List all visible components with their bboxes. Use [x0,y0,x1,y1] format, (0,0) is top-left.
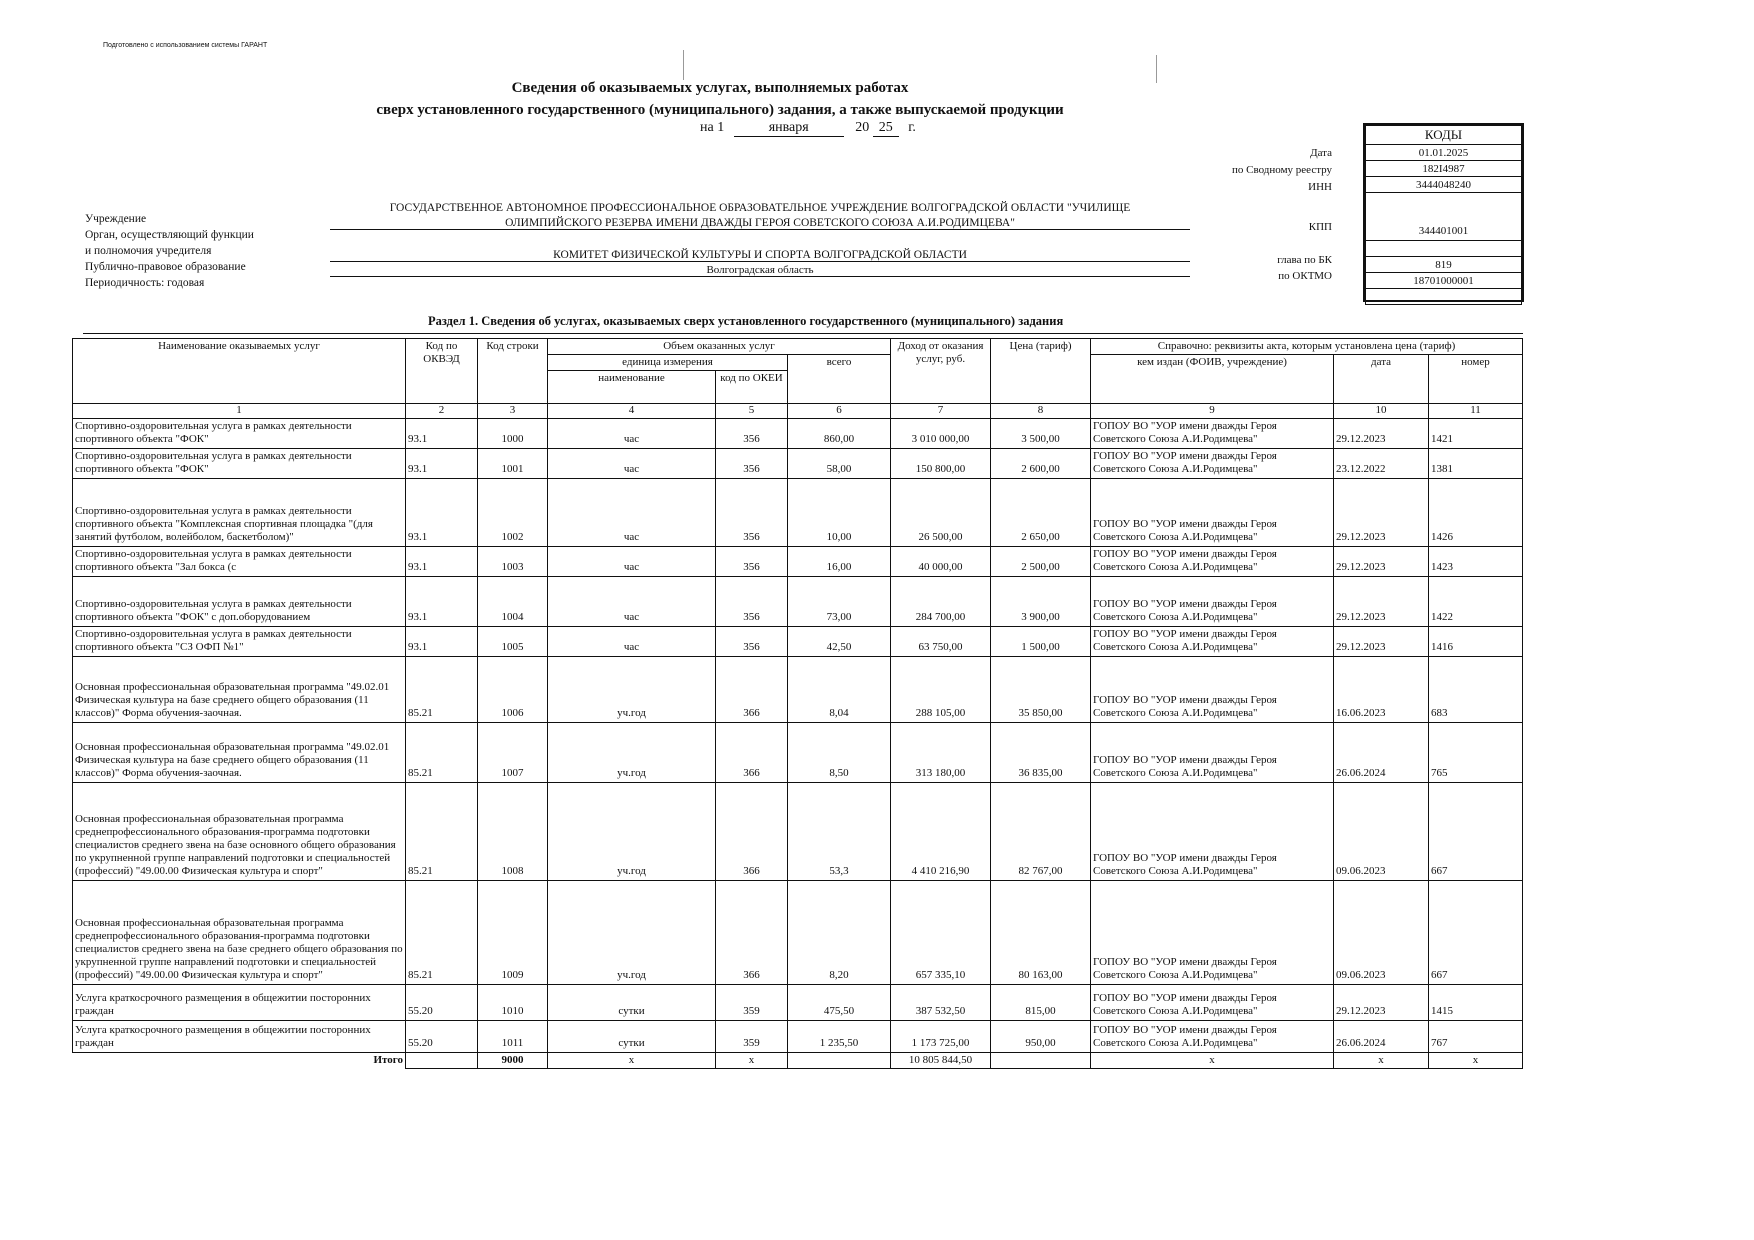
total-unit: x [548,1052,716,1068]
column-number: 7 [891,404,991,418]
cell-issuer: ГОПОУ ВО "УОР имени дважды Героя Советского Союза А.И.Родимцева" [1091,656,1334,722]
total-issuer: x [1091,1052,1334,1068]
cell-total: 8,20 [788,880,891,984]
table-row [73,418,1523,448]
cell-issuer: ГОПОУ ВО "УОР имени дважды Героя Советского Союза А.И.Родимцева" [1091,418,1334,448]
column-number: 5 [716,404,788,418]
report-month: января [734,120,844,137]
cell-income: 1 173 725,00 [891,1020,991,1052]
cell-total: 58,00 [788,448,891,478]
cell-number: 1416 [1429,626,1523,656]
cell-date: 29.12.2023 [1334,546,1429,576]
col-okved-header: Код по ОКВЭД [406,339,478,404]
total-number: x [1429,1052,1523,1068]
col-date-header: дата [1334,355,1429,404]
cell-code: 1006 [478,656,548,722]
cell-code: 1000 [478,418,548,448]
col-unit-header: единица измерения [548,355,788,371]
cell-total: 860,00 [788,418,891,448]
col-ref-header: Справочно: реквизиты акта, которым установлена цена (тариф) [1091,339,1523,355]
garant-note: Подготовлено с использованием системы ГАРАНТ [103,42,268,49]
cell-okved: 93.1 [406,448,478,478]
cell-total: 53,3 [788,782,891,880]
cell-code: 1008 [478,782,548,880]
doc-title-line2: сверх установленного государственного (муниципального) задания, а также выпускаемой продукции [376,102,1064,118]
table-row [73,722,1523,782]
cell-okved: 55.20 [406,1020,478,1052]
total-row [73,1052,1523,1068]
cell-code: 1002 [478,478,548,546]
cell-issuer: ГОПОУ ВО "УОР имени дважды Героя Советского Союза А.И.Родимцева" [1091,448,1334,478]
col-name-header: Наименование оказываемых услуг [73,339,406,404]
codes-header: КОДЫ [1366,126,1522,145]
column-number: 1 [73,404,406,418]
cell-price: 2 600,00 [991,448,1091,478]
table-row [73,626,1523,656]
cell-income: 284 700,00 [891,576,991,626]
total-okved-empty [406,1052,478,1068]
codes-label-bk: глава по БК [1277,254,1332,266]
column-number: 4 [548,404,716,418]
cell-number: 667 [1429,880,1523,984]
cell-date: 26.06.2024 [1334,1020,1429,1052]
cell-total: 8,04 [788,656,891,722]
cell-income: 26 500,00 [891,478,991,546]
cell-okei: 356 [716,546,788,576]
org-labels: Учреждение Орган, осуществляющий функции и полномочия учредителя Публично-правовое образование Периодичность: годовая [85,213,254,289]
col-issuer-header: кем издан (ФОИВ, учреждение) [1091,355,1334,404]
cell-issuer: ГОПОУ ВО "УОР имени дважды Героя Советского Союза А.И.Родимцева" [1091,722,1334,782]
col-okei-header: код по ОКЕИ [716,371,788,404]
cell-number: 1426 [1429,478,1523,546]
cell-number: 1422 [1429,576,1523,626]
col-income-header: Доход от оказания услуг, руб. [891,339,991,404]
code-bk: 819 [1366,257,1522,273]
cell-okei: 366 [716,880,788,984]
cell-okved: 55.20 [406,984,478,1020]
cell-number: 765 [1429,722,1523,782]
cell-code: 1009 [478,880,548,984]
column-number: 2 [406,404,478,418]
cell-name: Услуга краткосрочного размещения в общежитии посторонних граждан [73,1020,406,1052]
region-field: Волгоградская область [330,264,1190,277]
cell-income: 657 335,10 [891,880,991,984]
scan-mark [683,50,684,80]
cell-date: 23.12.2022 [1334,448,1429,478]
cell-issuer: ГОПОУ ВО "УОР имени дважды Героя Советского Союза А.И.Родимцева" [1091,626,1334,656]
cell-date: 29.12.2023 [1334,418,1429,448]
cell-date: 29.12.2023 [1334,626,1429,656]
cell-date: 26.06.2024 [1334,722,1429,782]
codes-label-kpp: КПП [1308,221,1332,233]
cell-okei: 356 [716,448,788,478]
report-year: 25 [873,120,899,137]
report-date: на 1 января 20 25 г. [700,120,916,135]
cell-number: 1381 [1429,448,1523,478]
code-inn: 3444048240 [1366,177,1522,193]
cell-code: 1003 [478,546,548,576]
cell-price: 2 500,00 [991,546,1091,576]
cell-okei: 359 [716,1020,788,1052]
table-row [73,656,1523,722]
cell-total: 42,50 [788,626,891,656]
cell-unit: час [548,546,716,576]
code-date: 01.01.2025 [1366,145,1522,161]
column-number: 10 [1334,404,1429,418]
cell-total: 1 235,50 [788,1020,891,1052]
cell-issuer: ГОПОУ ВО "УОР имени дважды Героя Советского Союза А.И.Родимцева" [1091,576,1334,626]
cell-income: 288 105,00 [891,656,991,722]
cell-income: 3 010 000,00 [891,418,991,448]
cell-date: 09.06.2023 [1334,782,1429,880]
cell-number: 667 [1429,782,1523,880]
column-number: 3 [478,404,548,418]
cell-okei: 356 [716,576,788,626]
cell-okved: 85.21 [406,722,478,782]
cell-okved: 93.1 [406,418,478,448]
cell-date: 29.12.2023 [1334,984,1429,1020]
cell-unit: час [548,626,716,656]
cell-unit: час [548,418,716,448]
cell-price: 3 900,00 [991,576,1091,626]
codes-label-oktmo: по ОКТМО [1278,270,1332,282]
cell-date: 16.06.2023 [1334,656,1429,722]
cell-income: 313 180,00 [891,722,991,782]
col-code-header: Код строки [478,339,548,404]
table-row [73,984,1523,1020]
cell-okei: 366 [716,782,788,880]
cell-okei: 356 [716,478,788,546]
column-number: 8 [991,404,1091,418]
cell-code: 1001 [478,448,548,478]
cell-code: 1005 [478,626,548,656]
table-row [73,546,1523,576]
cell-issuer: ГОПОУ ВО "УОР имени дважды Героя Советского Союза А.И.Родимцева" [1091,984,1334,1020]
cell-date: 29.12.2023 [1334,478,1429,546]
cell-okved: 85.21 [406,782,478,880]
section-title: Раздел 1. Сведения об услугах, оказываемых сверх установленного государственного (муниципального) задания [428,314,1064,328]
cell-total: 73,00 [788,576,891,626]
table-row [73,576,1523,626]
cell-price: 2 650,00 [991,478,1091,546]
cell-issuer: ГОПОУ ВО "УОР имени дважды Героя Советского Союза А.И.Родимцева" [1091,880,1334,984]
total-date: x [1334,1052,1429,1068]
cell-unit: уч.год [548,656,716,722]
cell-price: 1 500,00 [991,626,1091,656]
cell-name: Спортивно-оздоровительная услуга в рамках деятельности спортивного объекта "СЗ ОФП №1" [73,626,406,656]
cell-price: 815,00 [991,984,1091,1020]
cell-okei: 366 [716,722,788,782]
cell-price: 950,00 [991,1020,1091,1052]
cell-unit: уч.год [548,782,716,880]
cell-income: 4 410 216,90 [891,782,991,880]
cell-income: 150 800,00 [891,448,991,478]
section-rule [83,333,1523,334]
cell-issuer: ГОПОУ ВО "УОР имени дважды Героя Советского Союза А.И.Родимцева" [1091,546,1334,576]
total-total [788,1052,891,1068]
cell-name: Основная профессиональная образовательная программа "49.02.01 Физическая культура на базе среднего общего образования (11 классов)" Форма обучения-заочная. [73,656,406,722]
cell-okei: 366 [716,656,788,722]
cell-okved: 93.1 [406,626,478,656]
table-row [73,448,1523,478]
code-kpp: 344401001 [1366,193,1522,241]
cell-name: Спортивно-оздоровительная услуга в рамках деятельности спортивного объекта "Комплексная спортивная площадка "(для занятий футболом, волейболом, баскетболом)" [73,478,406,546]
cell-number: 1423 [1429,546,1523,576]
cell-name: Основная профессиональная образовательная программа среднепрофессионального образования-программа подготовки специалистов среднего звена на базе основного общего образования по укрупненной группе направлений подготовки и специальностей (профессий) "49.00.00 Физическая культура и спорт" [73,782,406,880]
col-volume-header: Объем оказанных услуг [548,339,891,355]
cell-okei: 359 [716,984,788,1020]
cell-okved: 85.21 [406,880,478,984]
cell-income: 40 000,00 [891,546,991,576]
cell-name: Основная профессиональная образовательная программа среднепрофессионального образования-программа подготовки специалистов среднего звена на базе среднего общего образования по укрупненной группе направлений подготовки и специальностей (профессий) "49.00.00 Физическая культура и спорт" [73,880,406,984]
total-okei: x [716,1052,788,1068]
services-table [72,338,1523,1069]
cell-date: 29.12.2023 [1334,576,1429,626]
scan-mark [1156,55,1157,83]
cell-okved: 85.21 [406,656,478,722]
cell-price: 35 850,00 [991,656,1091,722]
cell-name: Спортивно-оздоровительная услуга в рамках деятельности спортивного объекта "ФОК" [73,448,406,478]
cell-total: 475,50 [788,984,891,1020]
cell-date: 09.06.2023 [1334,880,1429,984]
cell-okved: 93.1 [406,478,478,546]
cell-name: Спортивно-оздоровительная услуга в рамках деятельности спортивного объекта "ФОК" с доп.оборудованием [73,576,406,626]
table-row [73,880,1523,984]
cell-income: 387 532,50 [891,984,991,1020]
institution-line2: ОЛИМПИЙСКОГО РЕЗЕРВА ИМЕНИ ДВАЖДЫ ГЕРОЯ СОВЕТСКОГО СОЮЗА А.И.РОДИМЦЕВА" [330,217,1190,230]
col-unit-name-header: наименование [548,371,716,404]
column-number: 9 [1091,404,1334,418]
cell-okei: 356 [716,626,788,656]
total-price [991,1052,1091,1068]
cell-okei: 356 [716,418,788,448]
cell-code: 1004 [478,576,548,626]
cell-total: 10,00 [788,478,891,546]
cell-number: 767 [1429,1020,1523,1052]
cell-code: 1007 [478,722,548,782]
cell-income: 63 750,00 [891,626,991,656]
cell-total: 8,50 [788,722,891,782]
institution-line1: ГОСУДАРСТВЕННОЕ АВТОНОМНОЕ ПРОФЕССИОНАЛЬНОЕ ОБРАЗОВАТЕЛЬНОЕ УЧРЕЖДЕНИЕ ВОЛГОГРАДСКОЙ ОБЛАСТИ "УЧИЛИЩЕ [389,202,1131,214]
founder-field: КОМИТЕТ ФИЗИЧЕСКОЙ КУЛЬТУРЫ И СПОРТА ВОЛГОГРАДСКОЙ ОБЛАСТИ [330,249,1190,262]
cell-name: Спортивно-оздоровительная услуга в рамках деятельности спортивного объекта "Зал бокса (с [73,546,406,576]
cell-name: Услуга краткосрочного размещения в общежитии посторонних граждан [73,984,406,1020]
column-numbers-row [73,404,1523,418]
cell-unit: уч.год [548,722,716,782]
total-label: Итого [73,1052,406,1068]
code-registry: 182I4987 [1366,161,1522,177]
cell-unit: час [548,576,716,626]
cell-issuer: ГОПОУ ВО "УОР имени дважды Героя Советского Союза А.И.Родимцева" [1091,478,1334,546]
cell-unit: сутки [548,984,716,1020]
cell-unit: час [548,478,716,546]
doc-title-line1: Сведения об оказываемых услугах, выполняемых работах [511,80,909,96]
cell-number: 1421 [1429,418,1523,448]
services-body [73,418,1523,1068]
cell-name: Основная профессиональная образовательная программа "49.02.01 Физическая культура на базе среднего общего образования (11 классов)" Форма обучения-заочная. [73,722,406,782]
total-code: 9000 [478,1052,548,1068]
cell-okved: 93.1 [406,576,478,626]
table-row [73,1020,1523,1052]
cell-price: 3 500,00 [991,418,1091,448]
cell-price: 36 835,00 [991,722,1091,782]
cell-okved: 93.1 [406,546,478,576]
table-row [73,782,1523,880]
col-number-header: номер [1429,355,1523,404]
code-oktmo: 18701000001 [1366,273,1522,289]
codes-labels: Дата по Сводному реестру ИНН [1232,147,1332,193]
cell-issuer: ГОПОУ ВО "УОР имени дважды Героя Советского Союза А.И.Родимцева" [1091,782,1334,880]
col-price-header: Цена (тариф) [991,339,1091,404]
column-number: 11 [1429,404,1523,418]
cell-code: 1010 [478,984,548,1020]
cell-unit: сутки [548,1020,716,1052]
cell-unit: час [548,448,716,478]
cell-issuer: ГОПОУ ВО "УОР имени дважды Героя Советского Союза А.И.Родимцева" [1091,1020,1334,1052]
column-number: 6 [788,404,891,418]
cell-number: 1415 [1429,984,1523,1020]
table-row [73,478,1523,546]
cell-unit: уч.год [548,880,716,984]
cell-total: 16,00 [788,546,891,576]
col-total-header: всего [788,355,891,404]
cell-code: 1011 [478,1020,548,1052]
cell-name: Спортивно-оздоровительная услуга в рамках деятельности спортивного объекта "ФОК" [73,418,406,448]
cell-price: 82 767,00 [991,782,1091,880]
cell-number: 683 [1429,656,1523,722]
cell-price: 80 163,00 [991,880,1091,984]
total-income: 10 805 844,50 [891,1052,991,1068]
codes-box [1363,123,1524,302]
